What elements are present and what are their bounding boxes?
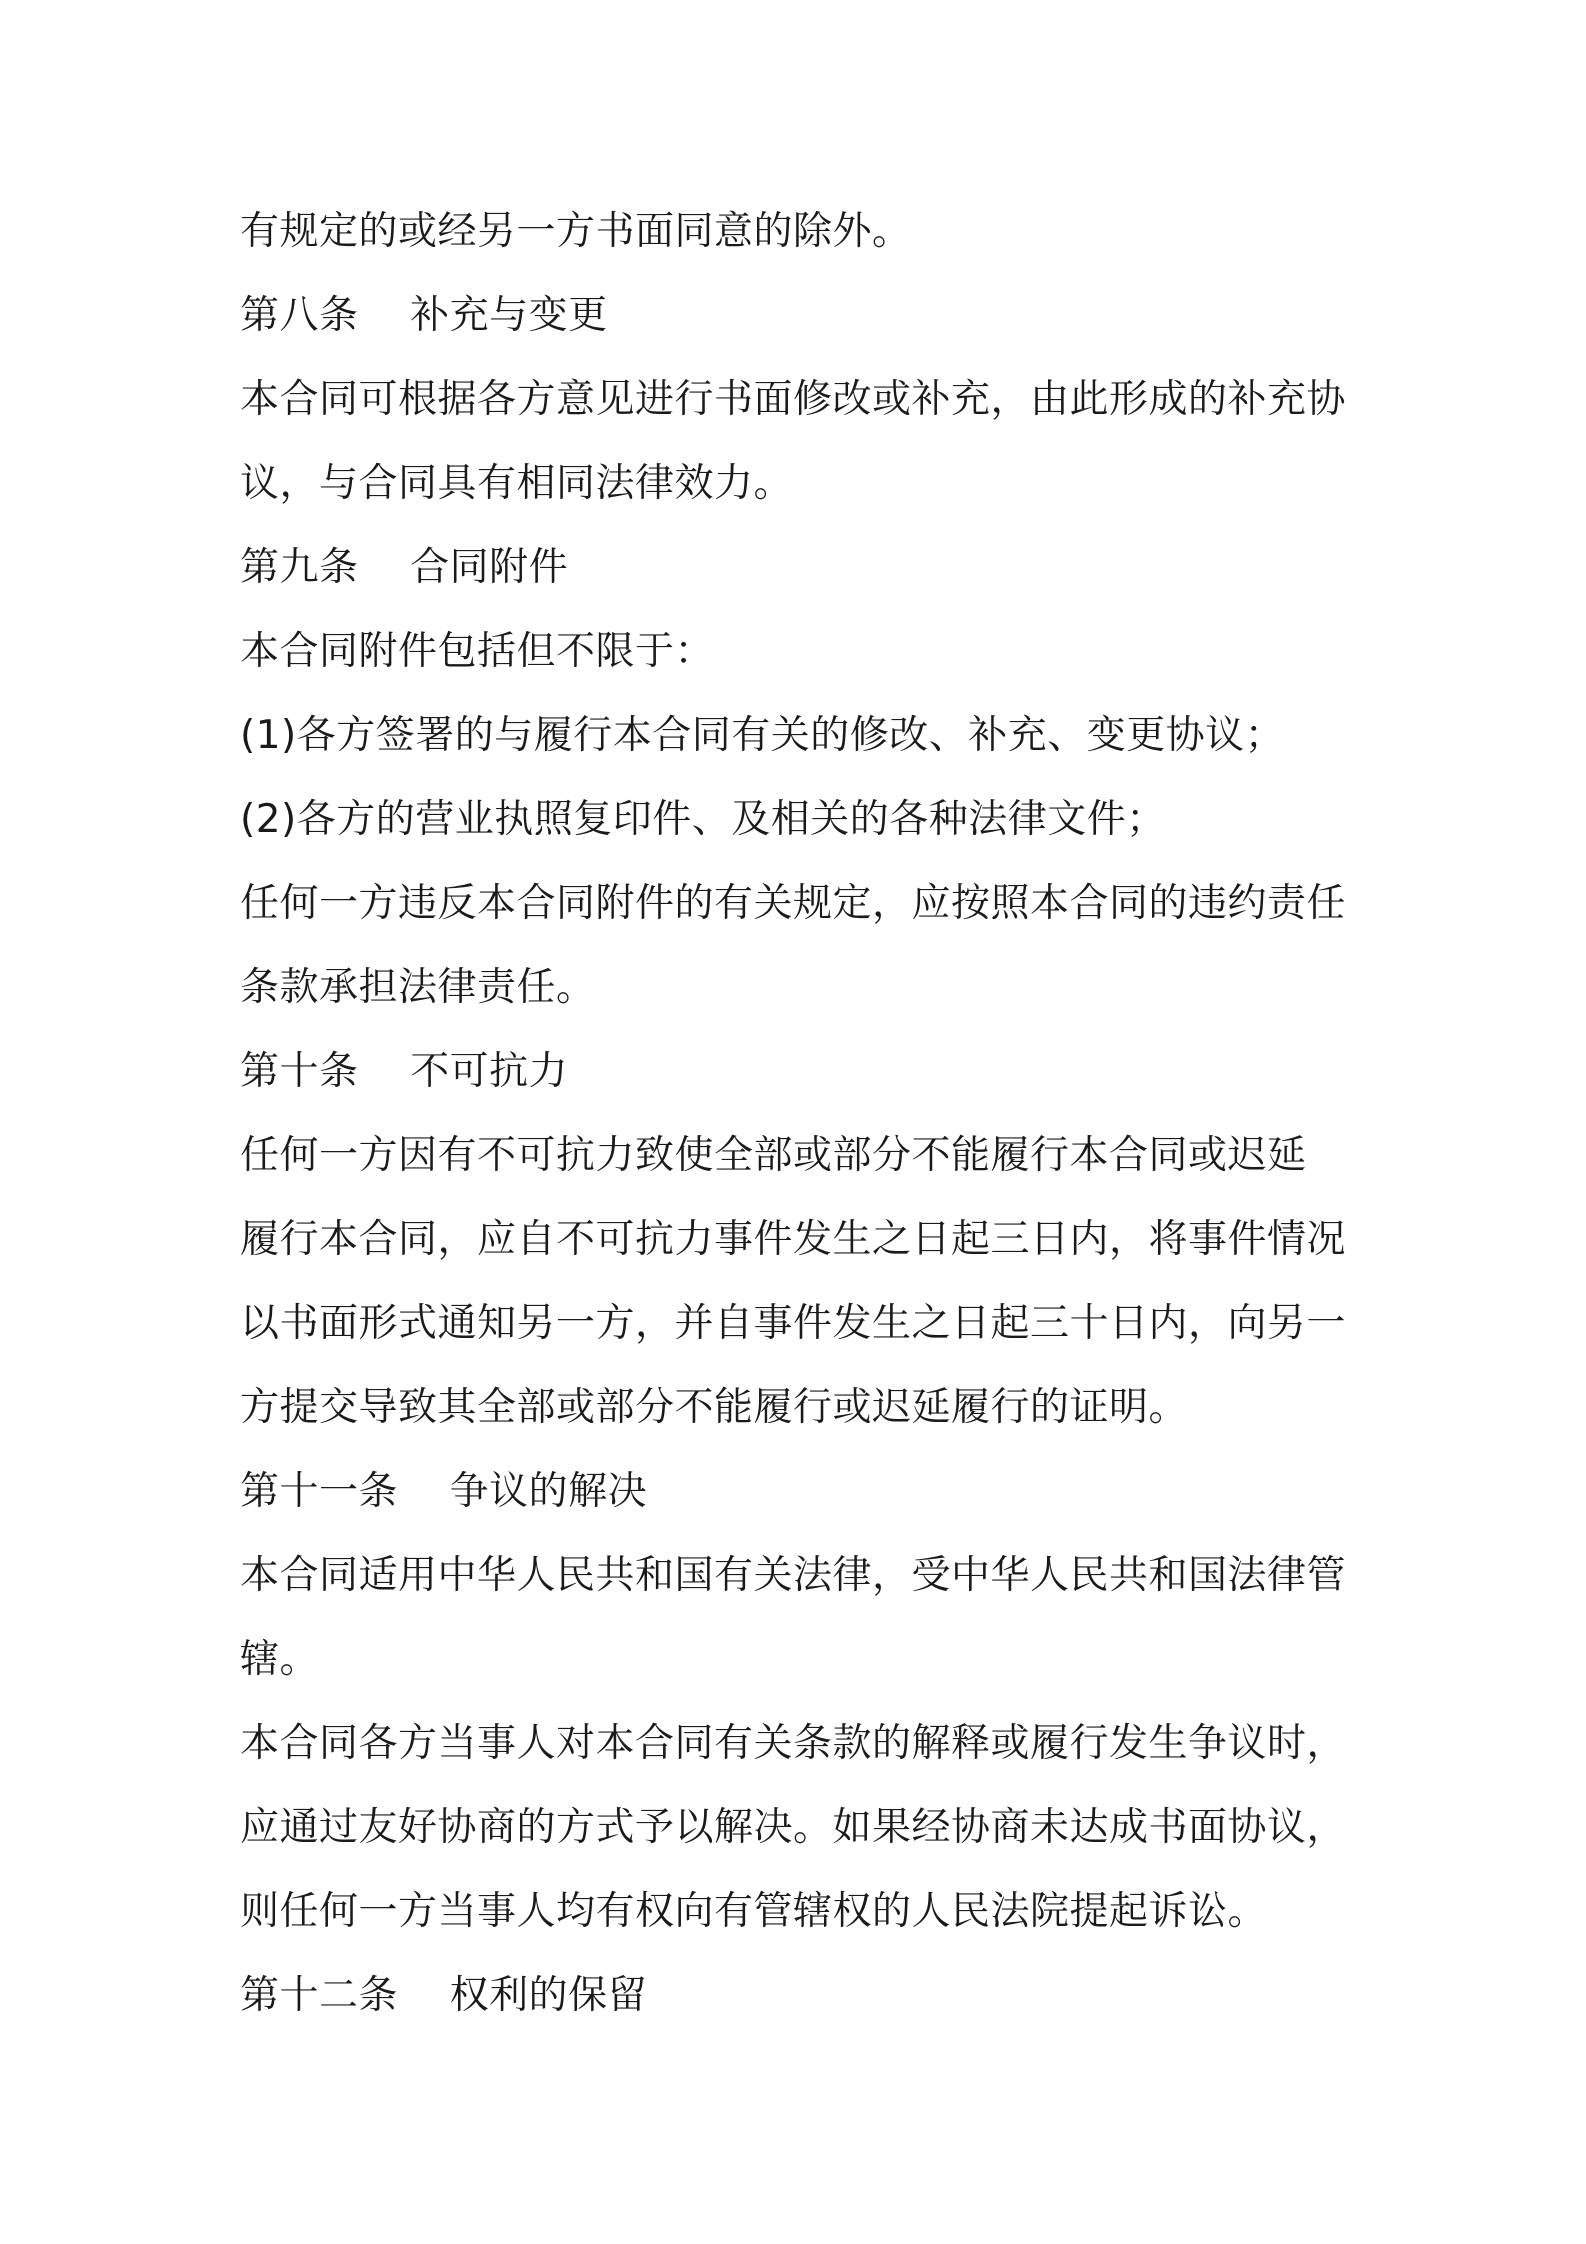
list-item: (2)各方的营业执照复印件、及相关的各种法律文件； bbox=[240, 797, 1166, 842]
text-line: 方提交导致其全部或部分不能履行或迟延履行的证明。 bbox=[240, 1385, 1189, 1430]
text-line: 条款承担法律责任。 bbox=[240, 965, 596, 1010]
clause-heading-8: 第八条 补充与变更 bbox=[240, 293, 608, 338]
text-line: 应通过友好协商的方式予以解决。如果经协商未达成书面协议， bbox=[240, 1805, 1347, 1850]
text-line: 以书面形式通知另一方，并自事件发生之日起三十日内，向另一 bbox=[240, 1301, 1347, 1346]
text-line: 本合同附件包括但不限于： bbox=[240, 629, 715, 674]
text-line: 有规定的或经另一方书面同意的除外。 bbox=[240, 209, 912, 254]
clause-heading-11: 第十一条 争议的解决 bbox=[240, 1469, 648, 1514]
clause-heading-9: 第九条 合同附件 bbox=[240, 545, 569, 590]
list-item: (1)各方签署的与履行本合同有关的修改、补充、变更协议； bbox=[240, 713, 1285, 758]
text-line: 辖。 bbox=[240, 1637, 320, 1682]
text-line: 议，与合同具有相同法律效力。 bbox=[240, 461, 794, 506]
clause-heading-12: 第十二条 权利的保留 bbox=[240, 1973, 648, 2018]
text-line: 本合同适用中华人民共和国有关法律，受中华人民共和国法律管 bbox=[240, 1553, 1347, 1598]
clause-heading-10: 第十条 不可抗力 bbox=[240, 1049, 569, 1094]
text-line: 本合同各方当事人对本合同有关条款的解释或履行发生争议时， bbox=[240, 1721, 1347, 1766]
text-line: 任何一方违反本合同附件的有关规定，应按照本合同的违约责任 bbox=[240, 881, 1347, 926]
text-line: 任何一方因有不可抗力致使全部或部分不能履行本合同或迟延 bbox=[240, 1133, 1307, 1178]
text-line: 则任何一方当事人均有权向有管辖权的人民法院提起诉讼。 bbox=[240, 1889, 1268, 1934]
text-line: 履行本合同，应自不可抗力事件发生之日起三日内，将事件情况 bbox=[240, 1217, 1347, 1262]
document-body bbox=[240, 190, 1360, 2038]
text-line: 本合同可根据各方意见进行书面修改或补充，由此形成的补充协 bbox=[240, 377, 1347, 422]
